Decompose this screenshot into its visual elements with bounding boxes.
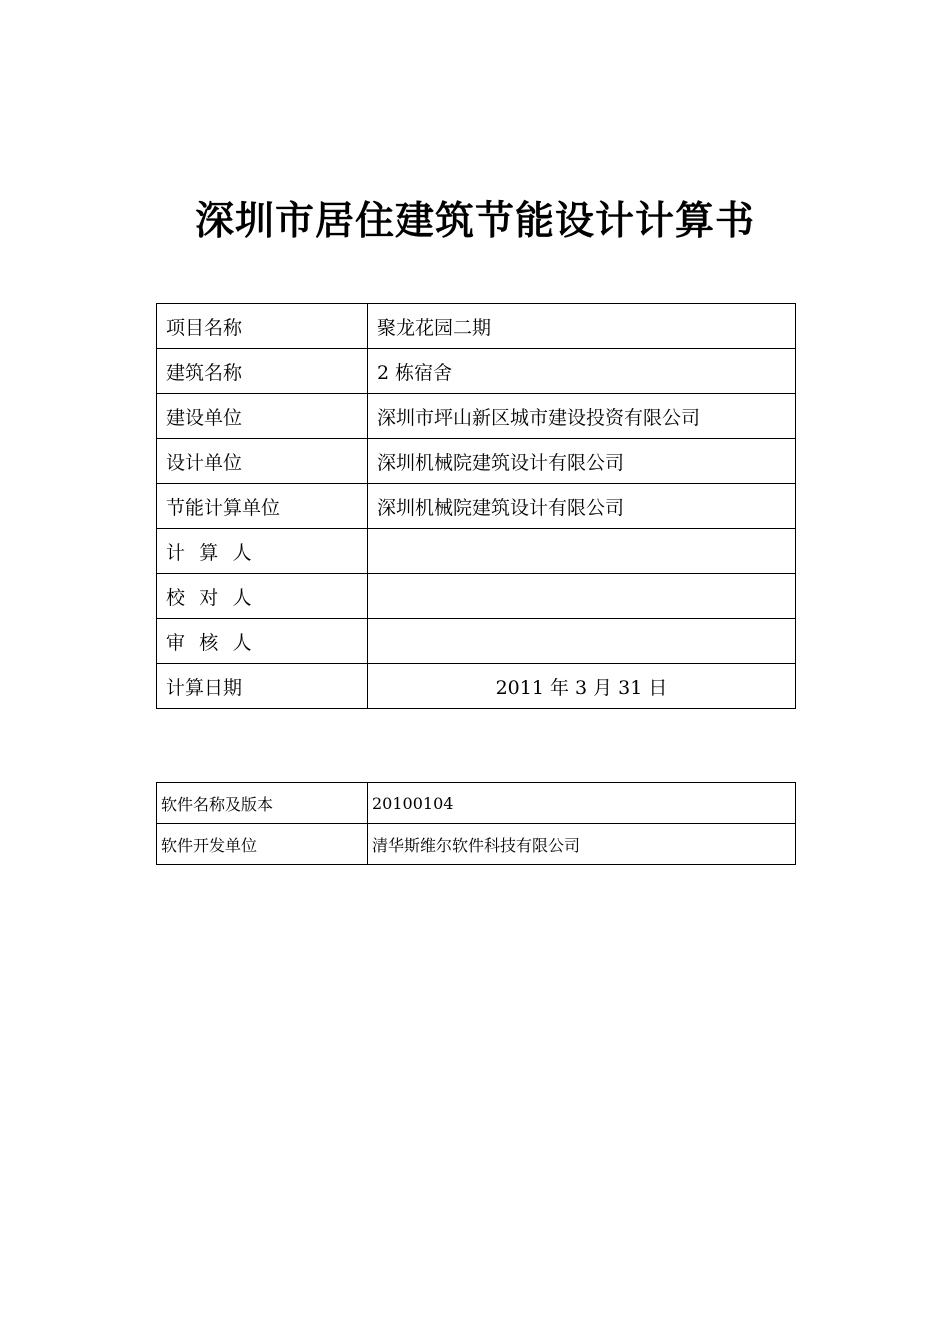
row-value-software-version: 20100104 xyxy=(368,783,796,824)
row-value-software-developer: 清华斯维尔软件科技有限公司 xyxy=(368,824,796,865)
table-row xyxy=(157,394,796,439)
row-label-project-name: 项目名称 xyxy=(157,304,368,349)
table-row xyxy=(157,349,796,394)
row-label-reviewer: 审核人 xyxy=(157,619,368,664)
row-value-calc-date: 2011 年 3 月 31 日 xyxy=(368,664,796,709)
document-title: 深圳市居住建筑节能设计计算书 xyxy=(194,199,755,244)
table-row xyxy=(157,574,796,619)
row-value-energy-calc-unit: 深圳机械院建筑设计有限公司 xyxy=(368,484,796,529)
table-row xyxy=(157,664,796,709)
row-label-software-developer: 软件开发单位 xyxy=(157,824,368,865)
row-value-design-unit: 深圳机械院建筑设计有限公司 xyxy=(368,439,796,484)
row-label-building-name: 建筑名称 xyxy=(157,349,368,394)
table-row xyxy=(157,824,796,865)
row-label-software-version: 软件名称及版本 xyxy=(157,783,368,824)
row-value-checker xyxy=(368,574,796,619)
row-value-reviewer xyxy=(368,619,796,664)
row-label-design-unit: 设计单位 xyxy=(157,439,368,484)
row-value-construction-unit: 深圳市坪山新区城市建设投资有限公司 xyxy=(368,394,796,439)
project-info-table xyxy=(156,303,796,709)
table-row xyxy=(157,484,796,529)
table-row xyxy=(157,619,796,664)
row-value-project-name: 聚龙花园二期 xyxy=(368,304,796,349)
table-row xyxy=(157,304,796,349)
table-row xyxy=(157,783,796,824)
row-value-building-name: 2 栋宿舍 xyxy=(368,349,796,394)
table-row xyxy=(157,529,796,574)
row-label-energy-calc-unit: 节能计算单位 xyxy=(157,484,368,529)
row-label-calc-date: 计算日期 xyxy=(157,664,368,709)
row-label-checker: 校对人 xyxy=(157,574,368,619)
row-label-calculator: 计算人 xyxy=(157,529,368,574)
software-info-table xyxy=(156,782,796,865)
table-row xyxy=(157,439,796,484)
row-label-construction-unit: 建设单位 xyxy=(157,394,368,439)
row-value-calculator xyxy=(368,529,796,574)
